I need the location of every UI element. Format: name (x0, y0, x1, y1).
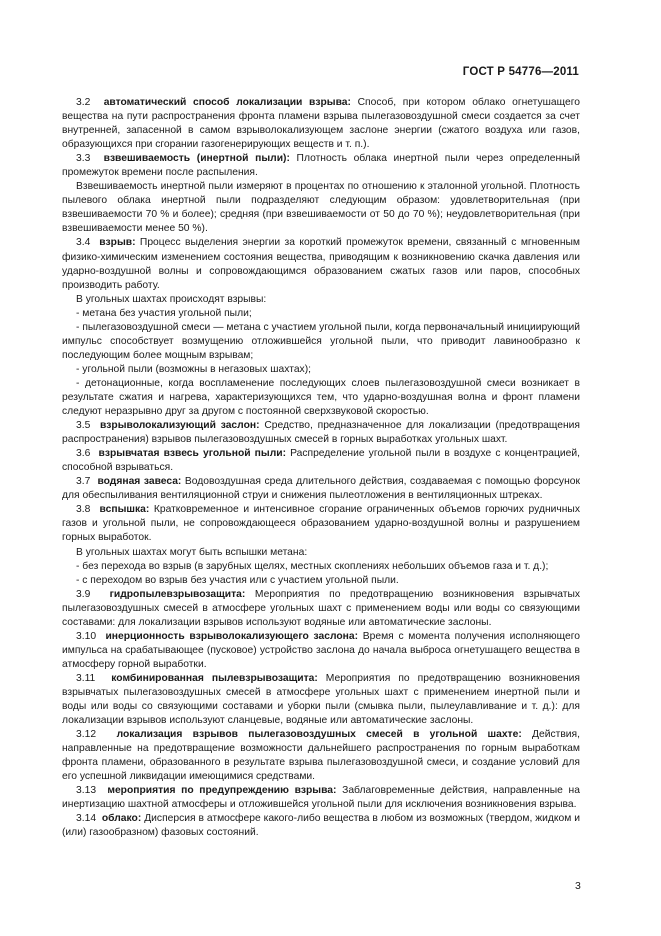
definition-paragraph (62, 447, 580, 475)
paragraph-text: - без перехода во взрыв (в зарубных щелях, местных скоплениях небольших объемов газа и т. д.); (76, 560, 549, 572)
clause-number: 3.6 (76, 448, 91, 460)
paragraph-text: Дисперсия в атмосфере какого-либо вещества в любом из возможных (твердом, жидком и (или) газообразном) фазовых состояний. (62, 813, 580, 839)
paragraph-text: В угольных шахтах происходят взрывы: (76, 293, 267, 305)
term: взвешиваемость (инертной пыли): (103, 153, 290, 165)
text-paragraph (62, 560, 580, 574)
term: взрывчатая взвесь угольной пыли: (98, 448, 286, 460)
paragraph-text: Средство, предназначенное для локализации (предотвращения распространения) взрывов пылегазовоздушных смесей в горных выработках угольных шахт. (62, 420, 581, 446)
term: локализация взрывов пылегазовоздушных смесей в угольной шахте: (116, 729, 522, 741)
text-paragraph (62, 293, 580, 307)
paragraph-text: Мероприятия по предотвращению возникновения взрывчатых пылегазовоздушных смесей в атмосфере угольных шахт с применением инертной пыли и воды или воды со связующими составами и уборки пыли (смывка пыли, пылеулавливание и т. д.): для локализации взрывов используют сланцевые, водяные или автоматические заслоны. (62, 672, 580, 727)
term: облако: (101, 813, 142, 825)
paragraph-text: - детонационные, когда воспламенение последующих слоев пылегазовоздушной смеси возникает в результате сжатия и нагрева, характеризующихся тем, что ударно-воздушная волна и фронт пламени следуют неразрывно друг за другом с постоянной сверхзвуковой скоростью. (62, 377, 580, 418)
term: комбинированная пылевзрывозащита: (111, 672, 318, 684)
paragraph-text: В угольных шахтах могут быть вспышки метана: (76, 546, 308, 558)
paragraph-text: Способ, при котором облако огнетушащего вещества на пути распространения фронта пламени взрыва пылегазовоздушной смеси создается за счет внутренней, запасенной в самом взрыволокализующем заслоне энергии (сжатого воздуха или газов, образующихся при сгорании газогенерирующих веществ и т. п.). (62, 97, 580, 151)
text-paragraph (62, 377, 580, 419)
definition-paragraph (62, 503, 580, 545)
paragraph-text: Время с момента получения исполняющего импульса на срабатывающее (пусковое) устройство заслона до начала выброса огнетушащего вещества в атмосферу горной выработки. (62, 630, 580, 670)
definition-paragraph (62, 96, 580, 152)
definition-paragraph (62, 475, 580, 503)
paragraph-text: Кратковременное и интенсивное сгорание ограниченных объемов горючих рудничных газов и угольной пыли, не сопровождающееся образованием ударно-воздушной волны и разрушением горных выработок. (62, 504, 580, 544)
definition-paragraph (62, 588, 580, 630)
definition-paragraph (62, 672, 580, 728)
paragraph-text: Распределение угольной пыли в воздухе с концентрацией, способной взрываться. (62, 448, 580, 474)
paragraph-text: Заблаговременные действия, направленные на инертизацию шахтной атмосферы и отложившейся угольной пыли для исключения возникновения взрыва. (62, 785, 580, 811)
definition-paragraph (62, 812, 580, 840)
paragraph-text: - с переходом во взрыв без участия или с участием угольной пыли. (76, 574, 399, 586)
clause-number: 3.8 (76, 504, 91, 516)
term: взрыволокализующий заслон: (99, 420, 260, 432)
clause-number: 3.10 (76, 630, 97, 642)
paragraph-text: Процесс выделения энергии за короткий промежуток времени, связанный с мгновенным физико-химическим изменением состояния вещества, приводящим к возникновению скачка давления или ударно-воздушной волны и сопровождающимся образованием сжатых газов или паров, способных производить работу. (62, 237, 580, 291)
clause-number: 3.9 (76, 588, 91, 600)
paragraph-text: - угольной пыли (возможны в негазовых шахтах); (76, 363, 311, 375)
paragraph-text: Взвешиваемость инертной пыли измеряют в процентах по отношению к эталонной угольной. Плотность пылевого облака инертной пыли подразделяют следующим образом: удовлетворительная (при взвешиваемости 70 % и более); средняя (при взвешиваемости от 50 до 70 %); неудовлетворительная (при взвешиваемости менее 50 %). (62, 181, 580, 235)
clause-number: 3.11 (76, 672, 96, 684)
text-paragraph (62, 546, 580, 560)
paragraph-text: Водовоздушная среда длительного действия, создаваемая с помощью форсунок для обеспыливания вентиляционной струи и снижения пылеотложения в вентиляционных штреках. (62, 476, 580, 502)
page-number: 3 (575, 880, 581, 892)
term: гидропылевзрывозащита: (109, 588, 246, 600)
paragraph-text: - пылегазовоздушной смеси — метана с участием угольной пыли, когда первоначальный инициирующий импульс способствует возмущению отложившейся угольной пыли, что приводит лавинообразно к последующим более мощным взрывам; (62, 321, 580, 361)
term: инерционность взрыволокализующего заслона: (105, 630, 359, 642)
term: взрыв: (99, 237, 136, 249)
clause-number: 3.2 (76, 97, 91, 108)
text-paragraph (62, 363, 580, 377)
clause-number: 3.13 (76, 785, 97, 797)
clause-number: 3.5 (76, 420, 91, 432)
term: мероприятия по предупреждению взрыва: (107, 785, 337, 797)
paragraph-text: Плотность облака инертной пыли через определенный промежуток времени после распыления. (62, 153, 580, 179)
text-paragraph (62, 307, 580, 321)
term: автоматический способ локализации взрыва: (103, 97, 351, 108)
term: водяная завеса: (97, 476, 182, 488)
paragraph-text: Мероприятия по предотвращению возникновения взрывчатых пылегазовоздушных смесей в атмосфере угольных шахт с применением воды или воды со связующими составами: для локализации взрывов используют водяные или автоматические заслоны. (62, 588, 580, 628)
clause-number: 3.14 (76, 813, 97, 825)
definition-paragraph (62, 419, 580, 447)
clause-number: 3.3 (76, 153, 91, 165)
text-paragraph (62, 180, 580, 236)
text-paragraph (62, 321, 580, 363)
clause-number: 3.12 (76, 729, 97, 741)
clause-number: 3.7 (76, 476, 91, 488)
document-body (62, 96, 580, 840)
document-code: ГОСТ Р 54776—2011 (462, 66, 579, 78)
term: вспышка: (99, 504, 150, 516)
definition-paragraph (62, 784, 580, 812)
text-paragraph (62, 574, 580, 588)
paragraph-text: Действия, направленные на предотвращение возможности дальнейшего распространения по горным выработкам фронта пламени, образованного в результате взрыва пылегазовоздушной смеси, и создание условий для его успешной ликвидации имеющимися средствами. (62, 729, 580, 783)
definition-paragraph (62, 630, 580, 672)
definition-paragraph (62, 152, 580, 180)
definition-paragraph (62, 728, 580, 784)
definition-paragraph (62, 236, 580, 292)
clause-number: 3.4 (76, 237, 91, 249)
paragraph-text: - метана без участия угольной пыли; (76, 307, 252, 319)
